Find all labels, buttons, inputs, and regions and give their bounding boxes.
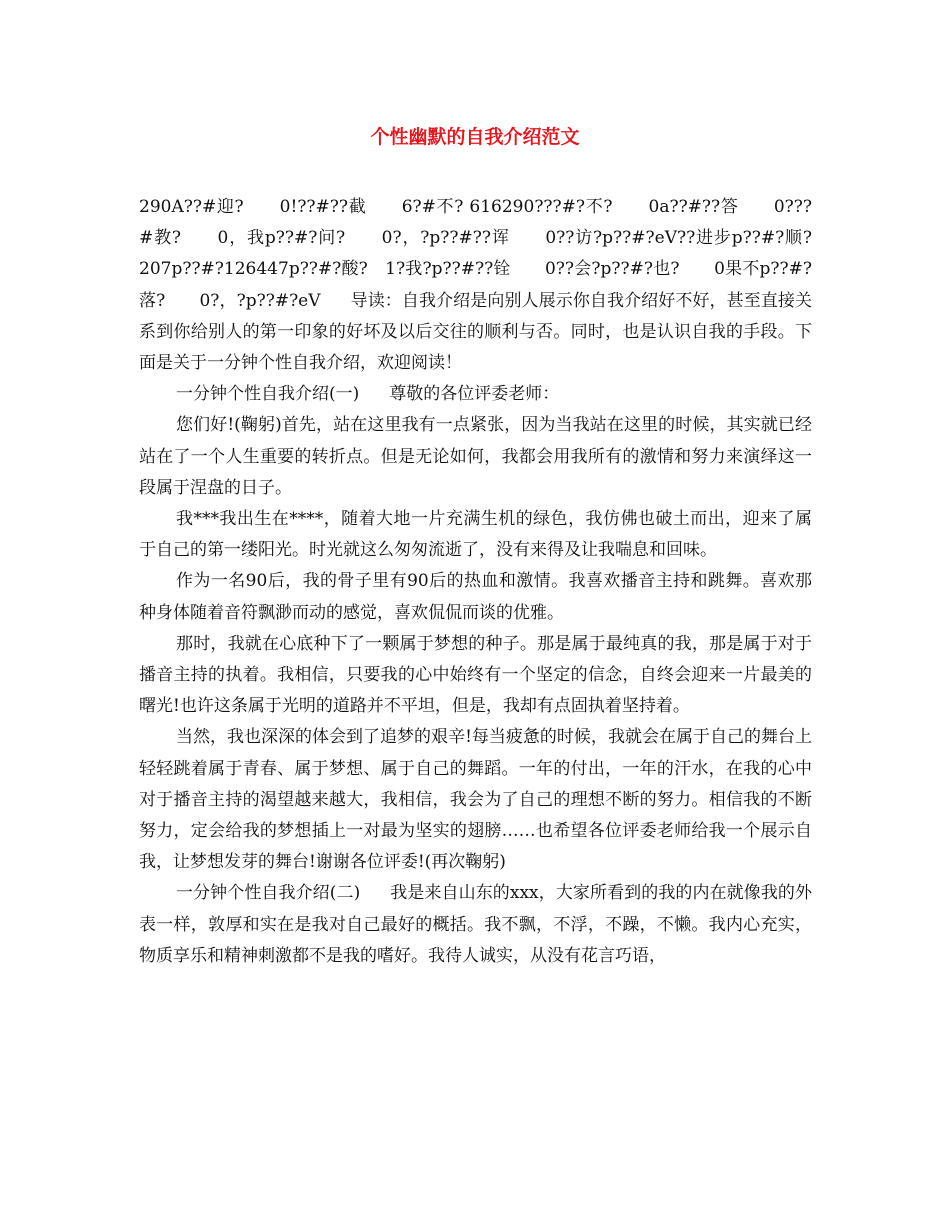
- intro-text: 导读：自我介绍是向别人展示你自我介绍好不好，甚至直接关系到你给别人的第一印象的好坏及以后交往的顺利与否。同时，也是认识自我的手段。下面是关于一分钟个性自我介绍，欢迎阅读！: [139, 290, 813, 374]
- body-paragraph: 当然，我也深深的体会到了追梦的艰辛!每当疲惫的时候，我就会在属于自己的舞台上轻轻跳着属于青春、属于梦想、属于自己的舞蹈。一年的付出，一年的汗水，在我的心中对于播音主持的渴望越来越大，我相信，我会为了自己的理想不断的努力。相信我的不断努力，定会给我的梦想插上一对最为坚实的翅膀……也希望各位评委老师给我一个展示自我，让梦想发芽的舞台!谢谢各位评委!(再次鞠躬): [139, 727, 812, 873]
- body-paragraph: 作为一名90后，我的骨子里有90后的热血和激情。我喜欢播音主持和跳舞。喜欢那种身体随着音符飘渺而动的感觉，喜欢侃侃而谈的优雅。: [139, 571, 812, 623]
- body-paragraph: 您们好!(鞠躬)首先，站在这里我有一点紧张，因为当我站在这里的时候，其实就已经站在了一个人生重要的转折点。但是无论如何，我都会用我所有的激情和努力来演绎这一段属于涅盘的日子。: [139, 415, 812, 498]
- garbled-text: 290A??#迎? 0!??#??截 6?#不? 616290???#?不? 0a??#??答 0???#教? 0，我p??#?问? 0?，?p??#??诨 0??访?p??#?eV??进步p??#?顺? 207p??#?126447p??#?酸? 1?我?p??#??铨 0??会?p??#?也? 0果不p??#?落? 0?，?p??#?eV: [139, 197, 829, 311]
- section2-paragraph: [139, 878, 812, 972]
- section1-heading-line: [139, 379, 812, 410]
- section1-salutation: 尊敬的各位评委老师：: [389, 384, 560, 405]
- section2-heading: 一分钟个性自我介绍(二): [176, 883, 361, 904]
- section2-text: 我是来自山东的xxx，大家所看到的我的内在就像我的外表一样，敦厚和实在是我对自己最好的概括。我不飘，不浮，不躁，不懒。我内心充实，物质享乐和精神刺激都不是我的嗜好。我待人诚实，从没有花言巧语，: [139, 883, 813, 966]
- document-body: [139, 192, 829, 972]
- body-paragraph: 那时，我就在心底种下了一颗属于梦想的种子。那是属于最纯真的我，那是属于对于播音主持的执着。我相信，只要我的心中始终有一个坚定的信念，自终会迎来一片最美的曙光!也许这条属于光明的道路并不平坦，但是，我却有点固执着坚持着。: [139, 633, 812, 717]
- body-paragraph: 我***我出生在****，随着大地一片充满生机的绿色，我仿佛也破土而出，迎来了属于自己的第一缕阳光。时光就这么匆匆流逝了，没有来得及让我喘息和回味。: [139, 509, 812, 561]
- intro-paragraph: [139, 192, 829, 379]
- section1-heading: 一分钟个性自我介绍(一): [176, 384, 360, 405]
- document-title: 个性幽默的自我介绍范文: [370, 126, 580, 148]
